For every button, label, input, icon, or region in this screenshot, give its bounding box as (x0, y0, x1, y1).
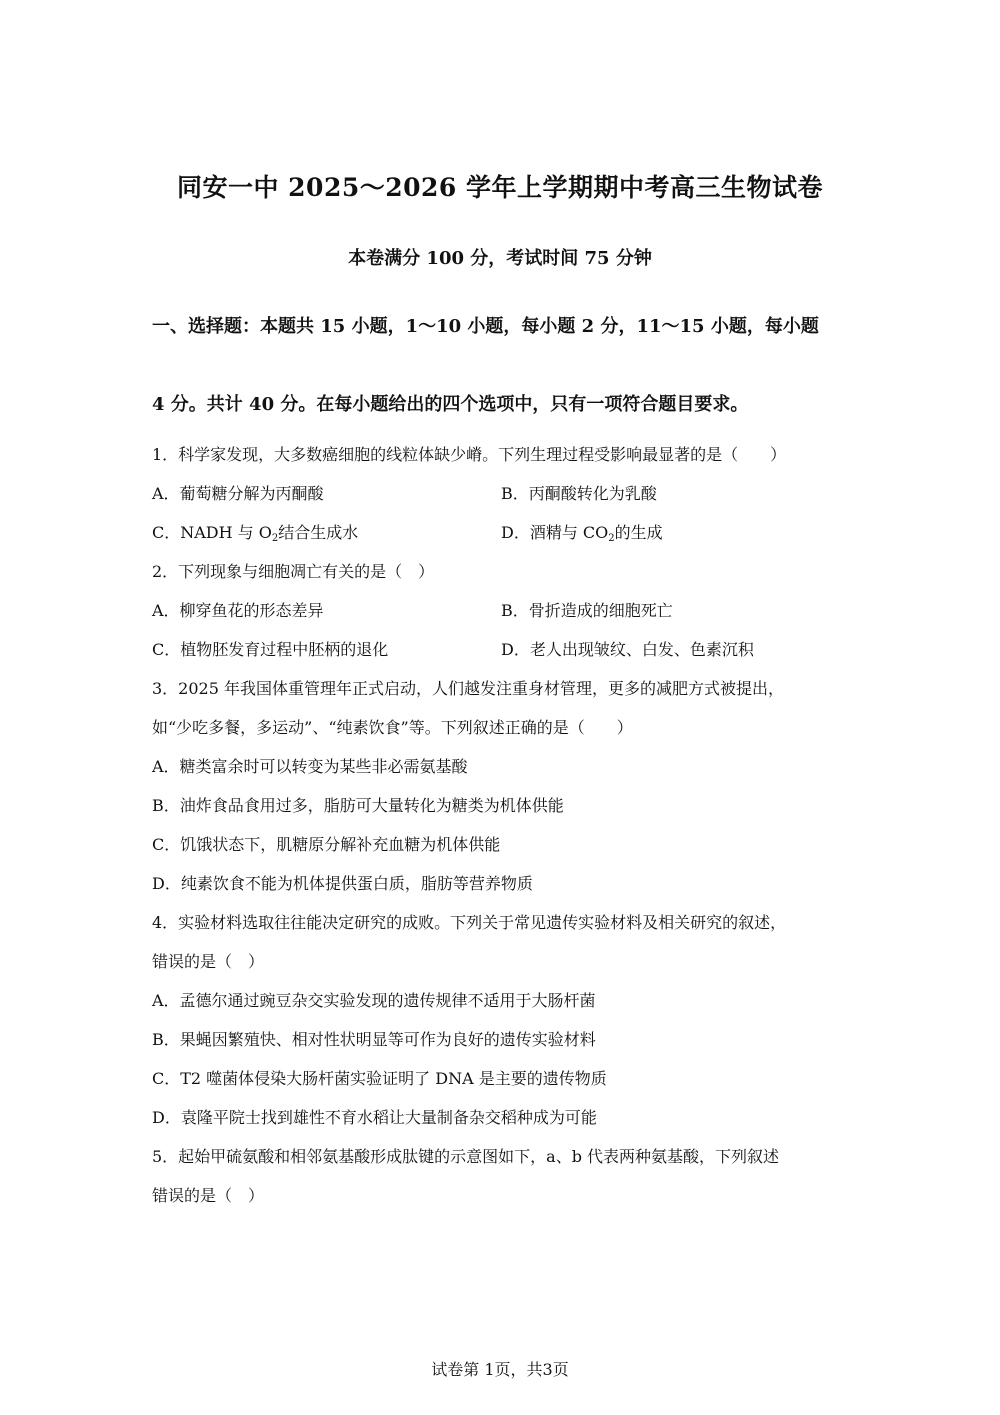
question-4-option-b: B．果蝇因繁殖快、相对性状明显等可作为良好的遗传实验材料 (152, 1030, 596, 1049)
question-3-stem-line-1: 3．2025 年我国体重管理年正式启动，人们越发注重身材管理，更多的减肥方式被提出， (152, 679, 784, 698)
question-2-option-b: B．骨折造成的细胞死亡 (501, 601, 673, 620)
subscript: 2 (271, 533, 279, 544)
section-heading-line-2: 4 分。共计 40 分。在每小题给出的四个选项中，只有一项符合题目要求。 (152, 394, 749, 415)
option-d-text: D．酒精与 CO (501, 523, 609, 542)
question-4-option-c: C．T2 噬菌体侵染大肠杆菌实验证明了 DNA 是主要的遗传物质 (152, 1069, 607, 1088)
option-c-text-end: 结合生成水 (278, 523, 359, 542)
question-2-option-a: A．柳穿鱼花的形态差异 (152, 601, 324, 620)
question-5-stem-line-1: 5．起始甲硫氨酸和相邻氨基酸形成肽键的示意图如下，a、b 代表两种氨基酸，下列叙述 (152, 1147, 780, 1166)
page-title: 同安一中 2025～2026 学年上学期期中考高三生物试卷 (176, 173, 824, 202)
subscript: 2 (608, 533, 615, 544)
question-1-stem: 1．科学家发现，大多数癌细胞的线粒体缺少嵴。下列生理过程受影响最显著的是（ ） (152, 445, 787, 464)
question-2-stem: 2．下列现象与细胞凋亡有关的是（ ） (152, 562, 435, 581)
question-1-option-a: A．葡萄糖分解为丙酮酸 (152, 484, 324, 503)
question-3-option-b: B．油炸食品食用过多，脂肪可大量转化为糖类为机体供能 (152, 796, 564, 815)
question-3-option-a: A．糖类富余时可以转变为某些非必需氨基酸 (152, 757, 468, 776)
option-d-text-end: 的生成 (614, 523, 663, 542)
question-3-option-c: C．饥饿状态下，肌糖原分解补充血糖为机体供能 (152, 835, 501, 854)
question-1-option-b: B．丙酮酸转化为乳酸 (501, 484, 657, 503)
question-5-stem-line-2: 错误的是（ ） (152, 1186, 265, 1205)
question-2-option-d: D．老人出现皱纹、白发、色素沉积 (501, 640, 754, 659)
option-c-text: C．NADH 与 O (152, 523, 272, 542)
question-1-option-c (152, 522, 358, 550)
question-4-stem-line-2: 错误的是（ ） (152, 952, 265, 971)
question-1-option-d (501, 522, 663, 550)
question-3-option-d: D．纯素饮食不能为机体提供蛋白质，脂肪等营养物质 (152, 874, 533, 893)
section-heading-line-1: 一、选择题：本题共 15 小题，1～10 小题，每小题 2 分，11～15 小题，每小题 (152, 316, 819, 337)
question-4-option-d: D．袁隆平院士找到雄性不育水稻让大量制备杂交稻种成为可能 (152, 1108, 597, 1127)
question-2-option-c: C．植物胚发育过程中胚柄的退化 (152, 640, 389, 659)
question-3-stem-line-2: 如“少吃多餐，多运动”、“纯素饮食”等。下列叙述正确的是（ ） (152, 718, 633, 737)
page-subtitle: 本卷满分 100 分，考试时间 75 分钟 (348, 248, 652, 269)
page-footer: 试卷第 1页，共3页 (431, 1360, 569, 1379)
question-4-stem-line-1: 4．实验材料选取往往能决定研究的成败。下列关于常见遗传实验材料及相关研究的叙述， (152, 913, 787, 932)
question-4-option-a: A．孟德尔通过豌豆杂交实验发现的遗传规律不适用于大肠杆菌 (152, 991, 596, 1010)
